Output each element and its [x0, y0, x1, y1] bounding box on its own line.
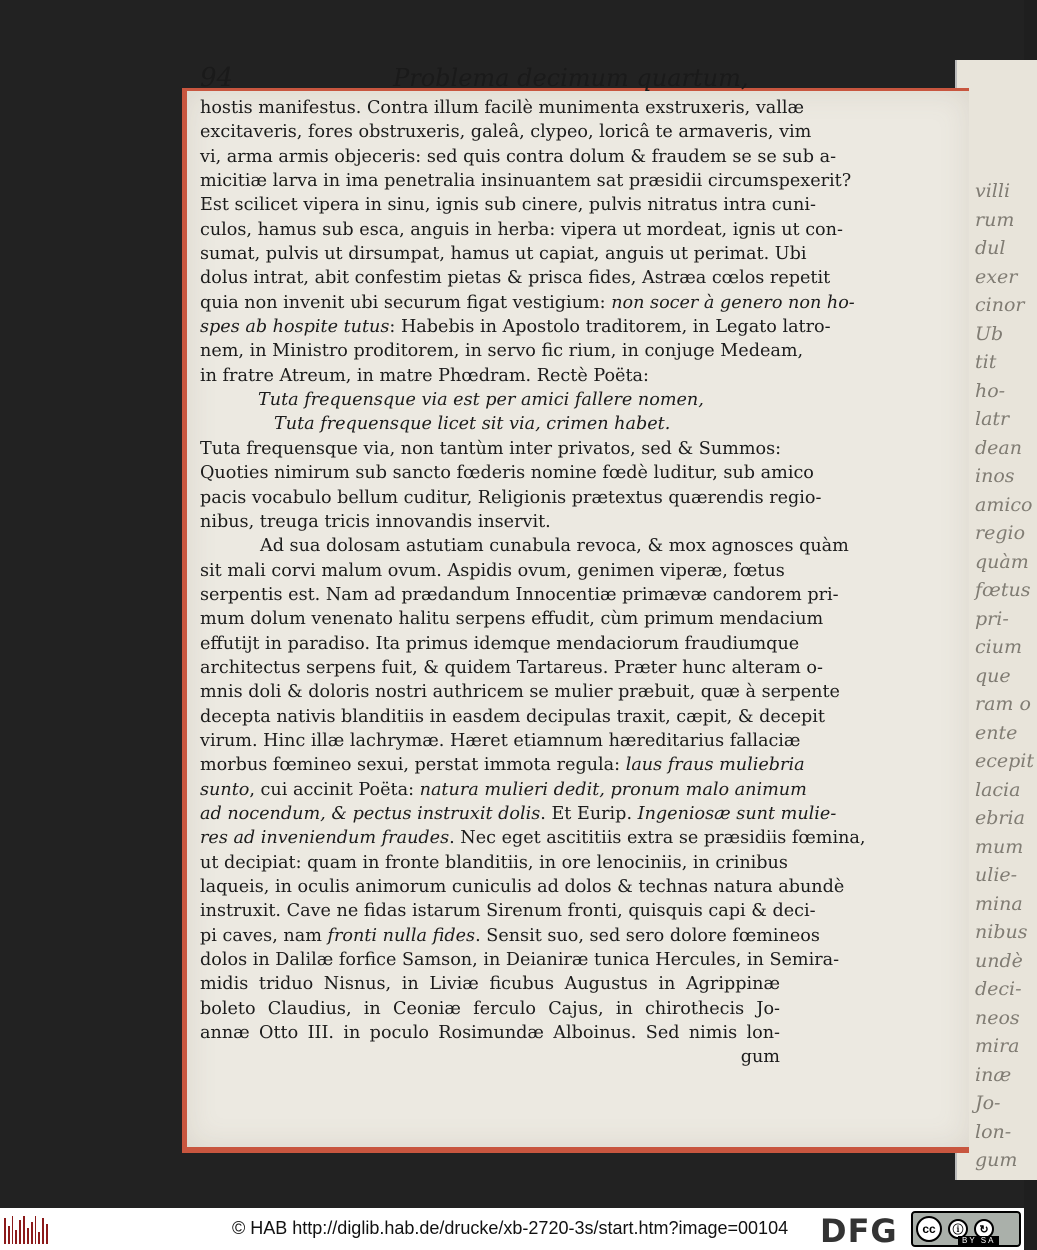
copyright-link[interactable]: © HAB http://diglib.hab.de/drucke/xb-2720-3s/start.htm?image=00104 — [232, 1218, 789, 1238]
next-leaf-fragment: dean — [975, 436, 1022, 459]
hab-logo-stripe — [35, 1216, 37, 1244]
footer-bar — [0, 1208, 1024, 1250]
text-line: effutijt in paradiso. Ita primus idemque mendaciorum fraudiumque — [200, 633, 800, 654]
hab-logo-stripe — [42, 1218, 44, 1244]
next-leaf-fragment: mira — [975, 1035, 1020, 1057]
text-line: micitiæ larva in ima penetralia insinuantem sat præsidii circumspexerit? — [200, 171, 852, 192]
text-line: midis triduo Nisnus, in Liviæ ficubus Augustus in Agrippinæ — [200, 974, 780, 995]
next-leaf-fragment: amico — [975, 493, 1033, 516]
text-line: laqueis, in oculis animorum cuniculis ad dolos & technas natura abundè — [200, 877, 845, 897]
next-leaf-fragment: nibus — [975, 921, 1028, 943]
text-line: architectus serpens fuit, & quidem Tartareus. Præter hunc alteram o- — [200, 657, 823, 678]
dfg-logo[interactable]: DFG — [820, 1212, 898, 1250]
text-line: boleto Claudius, in Ceoniæ ferculo Cajus, in chirothecis Jo- — [200, 998, 780, 1019]
next-leaf-fragment: inos — [975, 465, 1015, 487]
hab-logo-stripe — [15, 1230, 17, 1244]
hab-logo-stripe — [31, 1222, 33, 1244]
next-leaf-fragment: undè — [975, 949, 1023, 972]
hab-logo-stripe — [12, 1216, 14, 1244]
text-line: morbus fœmineo sexui, perstat immota regula: laus fraus muliebria — [200, 755, 805, 776]
text-line: excitaveris, fores obstruxeris, galeâ, clypeo, loricâ te armaveris, vim — [200, 122, 812, 143]
cc-label: BY SA — [958, 1236, 999, 1245]
text-line: vi, arma armis objeceris: sed quis contra dolum & fraudem se se sub a- — [200, 146, 837, 167]
next-leaf-fragment: quàm — [975, 550, 1029, 573]
next-leaf-fragment: mum — [975, 835, 1024, 858]
text-line: sumat, pulvis ut dirsumpat, hamus ut capiat, anguis ut perimat. Ubi — [200, 244, 807, 265]
next-leaf-fragment: ebria — [975, 807, 1025, 829]
next-leaf-fragment: que — [975, 664, 1011, 687]
hab-logo-stripe — [27, 1228, 29, 1244]
next-leaf-fragment: neos — [975, 1006, 1020, 1029]
hab-logo-stripe — [38, 1232, 40, 1244]
next-leaf-fragment: ho- — [975, 379, 1006, 402]
hab-logo-stripe — [4, 1218, 6, 1244]
next-leaf-fragment: exer — [975, 265, 1018, 288]
text-line: res ad inveniendum fraudes. Nec eget ascititiis extra se præsidiis fœmina, — [200, 828, 866, 849]
hab-logo-stripe — [23, 1216, 25, 1244]
next-leaf-fragment: dul — [975, 237, 1006, 259]
text-line: nibus, treuga tricis innovandis inservit. — [200, 511, 551, 532]
text-line: decepta nativis blanditiis in easdem decipulas traxit, cæpit, & decepit — [200, 706, 825, 727]
hab-logo-stripe — [19, 1220, 21, 1244]
text-line: virum. Hinc illæ lachrymæ. Hæret etiamnum hæreditarius fallaciæ — [200, 730, 801, 751]
text-line: ut decipiat: quam in fronte blanditiis, in ore lenociniis, in crinibus — [200, 852, 788, 873]
text-line: quia non invenit ubi securum figat vestigium: non socer à genero non ho- — [200, 292, 855, 313]
next-leaf-fragment: inæ — [975, 1063, 1012, 1086]
hab-logo-stripe — [8, 1226, 10, 1244]
next-leaf-fragment: deci- — [975, 978, 1022, 1000]
text-line: dolos in Dalilæ forfice Samson, in Deianiræ tunica Hercules, in Semira- — [200, 950, 840, 971]
hab-logo-icon — [4, 1214, 48, 1244]
text-line: mum dolum venenato halitu serpens effudit, cùm primum mendacium — [200, 609, 824, 630]
next-leaf-fragment: lacia — [975, 778, 1021, 801]
text-line: serpentis est. Nam ad prædandum Innocentiæ primævæ candorem pri- — [200, 584, 839, 605]
text-line: mnis doli & doloris nostri authricem se mulier præbuit, quæ à serpente — [200, 682, 840, 703]
verse-line: Tuta frequensque licet sit via, crimen habet. — [274, 414, 671, 435]
next-leaf-fragment: rum — [975, 208, 1015, 231]
next-leaf-fragment: gum — [975, 1149, 1018, 1171]
hab-logo-stripe — [46, 1224, 48, 1244]
next-leaf-fragment: Jo- — [975, 1092, 1001, 1114]
running-title: Problema decimum quartum, — [393, 64, 749, 92]
next-leaf-fragment: tit — [975, 351, 997, 373]
next-leaf-fragment: Ub — [975, 322, 1004, 345]
next-leaf-fragment: cium — [975, 636, 1022, 658]
next-leaf-fragment: ram o — [975, 693, 1031, 715]
text-line: pi caves, nam fronti nulla fides. Sensit suo, sed sero dolore fœmineos — [200, 925, 820, 946]
next-leaf-fragment: mina — [975, 892, 1023, 915]
text-line: ad nocendum, & pectus instruxit dolis. Et Eurip. Ingeniosæ sunt mulie- — [200, 803, 837, 824]
text-line: Ad sua dolosam astutiam cunabula revoca, & mox agnosces quàm — [260, 536, 849, 557]
next-leaf-fragment: pri- — [975, 607, 1009, 630]
next-leaf-fragment: villi — [975, 180, 1011, 202]
text-line: spes ab hospite tutus: Habebis in Apostolo traditorem, in Legato latro- — [200, 317, 831, 338]
catchword: gum — [740, 1047, 780, 1068]
text-line: hostis manifestus. Contra illum facilè munimenta exstruxeris, vallæ — [200, 98, 805, 118]
next-leaf-fragment: lon- — [975, 1120, 1012, 1143]
body-text — [200, 96, 866, 1070]
next-leaf-fragment: regio — [975, 522, 1026, 544]
text-line: Tuta frequensque via, non tantùm inter privatos, sed & Summos: — [200, 438, 782, 459]
next-leaf-fragment: cinor — [975, 294, 1025, 316]
sa-icon: ↻ — [974, 1219, 994, 1239]
text-line: Est scilicet vipera in sinu, ignis sub cinere, pulvis nitratus intra cuni- — [200, 195, 816, 216]
page-number: 94 — [200, 63, 234, 93]
next-leaf-fragment: ente — [975, 721, 1018, 744]
text-line: sunto, cui accinit Poëta: natura mulieri dedit, pronum malo animum — [200, 779, 807, 800]
text-line: in fratre Atreum, in matre Phœdram. Rectè Poëta: — [200, 365, 649, 386]
text-line: culos, hamus sub esca, anguis in herba: vipera ut mordeat, ignis ut con- — [200, 219, 843, 240]
cc-icon: cc — [916, 1216, 942, 1242]
text-line: dolus intrat, abit confestim pietas & prisca fides, Astræa cœlos repetit — [200, 268, 831, 289]
text-line: Quoties nimirum sub sancto fœderis nomine fœdè luditur, sub amico — [200, 463, 814, 484]
text-line: annæ Otto III. in poculo Rosimundæ Alboinus. Sed nimis lon- — [200, 1023, 780, 1044]
text-line: instruxit. Cave ne fidas istarum Sirenum fronti, quisquis capi & deci- — [200, 901, 816, 922]
text-line: pacis vocabulo bellum cuditur, Religionis prætextus quærendis regio- — [200, 487, 822, 508]
by-icon: ⓘ — [948, 1219, 968, 1239]
text-line: sit mali corvi malum ovum. Aspidis ovum, genimen viperæ, fœtus — [200, 560, 785, 581]
next-leaf-fragment: fœtus — [975, 579, 1031, 601]
next-leaf-fragment: ecepit — [975, 750, 1035, 772]
text-line: nem, in Ministro proditorem, in servo fic rium, in conjuge Medeam, — [200, 341, 804, 362]
page-header — [200, 63, 749, 93]
next-leaf-fragment: ulie- — [975, 864, 1018, 886]
next-leaf-fragment: latr — [975, 408, 1010, 430]
verse-line: Tuta frequensque via est per amici fallere nomen, — [258, 390, 704, 411]
